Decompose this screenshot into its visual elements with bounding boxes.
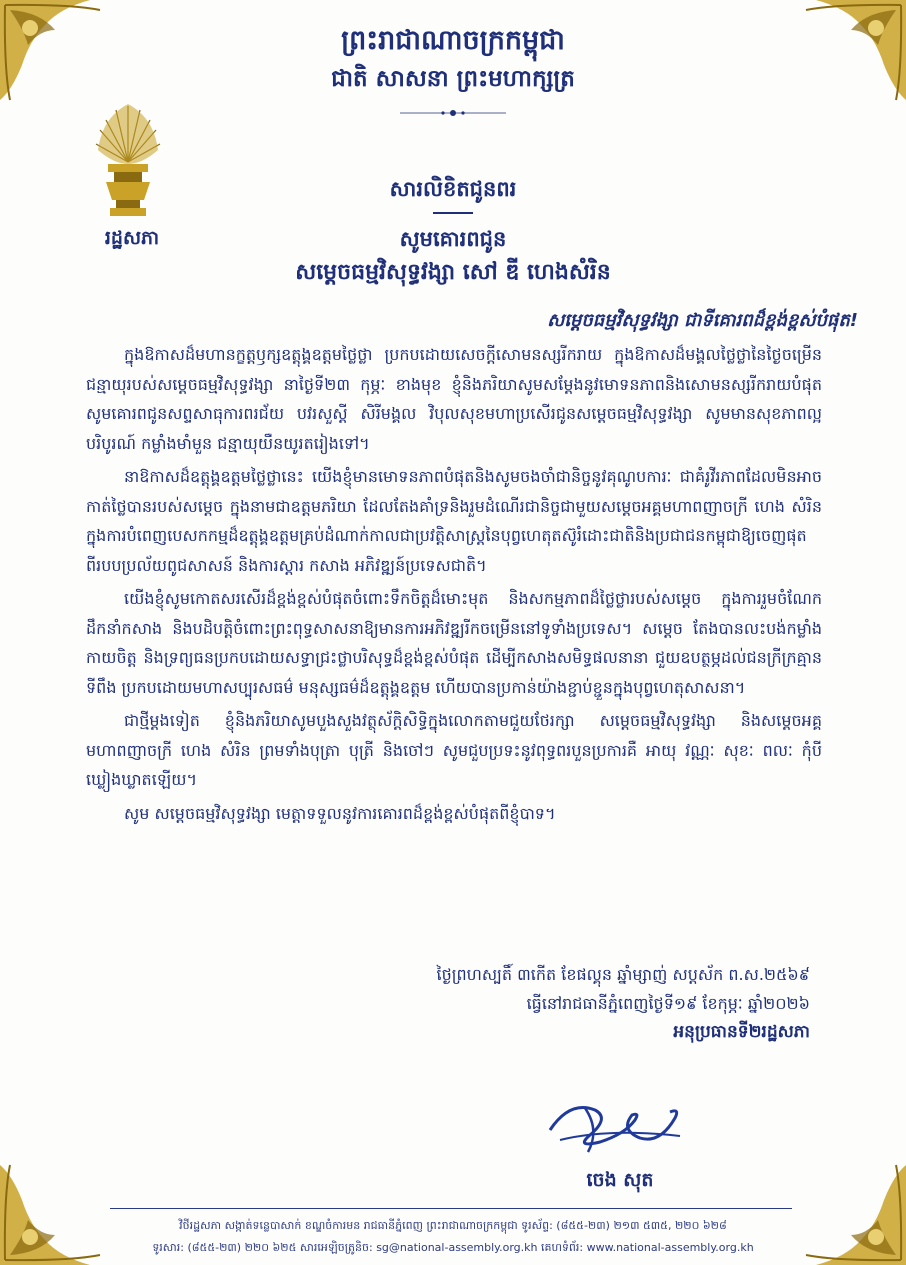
signature-icon	[540, 1090, 690, 1160]
signer-name: ចេង សុត	[586, 1169, 654, 1191]
lunar-date: ថ្ងៃព្រហស្បតិ៍ ៣កើត ខែផល្គុន ឆ្នាំម្សាញ់ សប្តស័ក ព.ស.២៥៦៩	[436, 965, 810, 984]
document-title: សារលិខិតជូនពរ	[389, 177, 517, 201]
body-paragraph: យើងខ្ញុំសូមកោតសរសើរដ៏ខ្ពង់ខ្ពស់បំផុតចំពោះទឹកចិត្តដ៏មោះមុត និងសកម្មភាពដ៏ថ្លៃថ្លារបស់សម្ដេច ក្នុងការរួមចំណែកដឹកនាំកសាង និងបដិបត្តិចំពោះព្រះពុទ្ធសាសនាឱ្យមានការអភិវឌ្ឍរីកចម្រើននៅទូទាំងប្រទេស។ សម្ដេច តែងបានលះបង់កម្លាំងកាយចិត្ត និងទ្រព្យធនប្រកបដោយសទ្ធាជ្រះថ្លាបរិសុទ្ធដ៏ខ្ពង់ខ្ពស់បំផុត ដើម្បីកសាងសមិទ្ធផលនានា ជួយឧបត្ថម្ភដល់ជនក្រីក្រគ្មានទីពឹង ប្រកបដោយមហាសប្បុរសធម៌ មនុស្សធម៌ដ៏ឧត្តុង្គឧត្តម ហើយបានប្រកាន់យ៉ាងខ្ជាប់ខ្ជួនក្នុងបុព្វហេតុសាសនា។	[86, 589, 822, 697]
footer-contacts: ទូរសារ: (៨៥៥-២៣) ២២០ ៦២៥ សារអេឡិចត្រូនិច: sg@national-assembly.org.kh គេហទំព័រ: www.national-assembly.org.kh	[152, 1241, 754, 1254]
body-paragraph: សូម សម្ដេចធម្មវិសុទ្ធវង្សា មេត្តាទទួលនូវការគោរពដ៏ខ្ពង់ខ្ពស់បំផុតពីខ្ញុំបាទ។	[124, 803, 556, 823]
place-and-date: ធ្វើនៅរាជធានីភ្នំពេញថ្ងៃទី១៩ ខែកុម្ភៈ ឆ្នាំ២០២៦	[526, 994, 810, 1013]
closing-block	[300, 960, 810, 1047]
body-paragraph: នាឱកាសដ៏ឧត្តុង្គឧត្តមថ្លៃថ្លានេះ យើងខ្ញុំមានមោទនភាពបំផុតនិងសូមចងចាំជានិច្ចនូវគុណូបការៈ ជាគំរូវីរភាពដែលមិនអាចកាត់ថ្លៃបានរបស់សម្ដេច ក្នុងនាមជាឧត្តមភរិយា ដែលតែងគាំទ្រនិងរួមដំណើរជានិច្ចជាមួយសម្ដេចអគ្គមហាពញាចក្រី ហេង សំរិន ក្នុងការបំពេញបេសកកម្មដ៏ឧត្តុង្គឧត្តមគ្រប់ដំណាក់កាលជាប្រវត្តិសាស្ត្រនៃបុព្វហេតុតស៊ូរំដោះជាតិនិងប្រជាជនកម្ពុជាឱ្យចេញផុតពីរបបប្រល័យពូជសាសន៍ និងការស្ដារ កសាង អភិវឌ្ឍន៍ប្រទេសជាតិ។	[86, 467, 822, 575]
letter-body	[86, 340, 822, 832]
body-paragraph: ជាថ្មីម្ដងទៀត ខ្ញុំនិងភរិយាសូមបួងសួងវត្ថុស័ក្ដិសិទ្ធិក្នុងលោកតាមជួយថែរក្សា សម្ដេចធម្មវិសុទ្ធវង្សា និងសម្ដេចអគ្គមហាពញាចក្រី ហេង សំរិន ព្រមទាំងបុត្រា បុត្រី និងចៅៗ សូមជួបប្រទះនូវពុទ្ធពរបួនប្រការគឺ អាយុ វណ្ណៈ សុខៈ ពលៈ កុំបីឃ្លៀងឃ្លាតឡើយ។	[86, 711, 822, 789]
footer-address: វិថីរដ្ឋសភា សង្កាត់ទន្លេបាសាក់ ខណ្ឌចំការមន រាជធានីភ្នំពេញ ព្រះរាជាណាចក្រកម្ពុជា ទូរស័ព្ទ: (៨៥៥-២៣) ២១៣ ៥៣៥, ២២០ ៦២៨	[179, 1219, 727, 1232]
addressee-line-1: សូមគោរពជូន	[399, 227, 507, 251]
kingdom-heading: ព្រះរាជាណាចក្រកម្ពុជា	[341, 25, 565, 56]
footer-divider	[110, 1208, 792, 1209]
national-motto: ជាតិ សាសនា ព្រះមហាក្សត្រ	[331, 65, 575, 92]
addressee-line-2: សម្ដេចធម្មវិសុទ្ធវង្សា សៅ ឌី ហេងសំរិន	[295, 260, 611, 285]
ornamental-divider	[398, 108, 508, 118]
signer-title: អនុប្រធានទី២រដ្ឋសភា	[673, 1022, 810, 1042]
title-underline	[433, 212, 473, 214]
assembly-label: រដ្ឋសភា	[104, 227, 160, 249]
body-paragraph: ក្នុងឱកាសដ៏មហានក្ខត្តឫក្សឧត្តុង្គឧត្តមថ្លៃថ្លា ប្រកបដោយសេចក្ដីសោមនស្សរីករាយ ក្នុងឱកាសដ៏មង្គលថ្លៃថ្លានៃថ្ងៃចម្រើនជន្មាយុរបស់សម្ដេចធម្មវិសុទ្ធវង្សា នាថ្ងៃទី២៣ កុម្ភៈ ខាងមុខ ខ្ញុំនិងភរិយាសូមសម្ដែងនូវមោទនភាពនិងសោមនស្សរីករាយបំផុត សូមគោរពជូនសព្ទសាធុការពរជ័យ បវរសួស្ដី សិរីមង្គល វិបុលសុខមហាប្រសើរជូនសម្ដេចធម្មវិសុទ្ធវង្សា សូមមានសុខភាពល្អបរិបូរណ៍ កម្លាំងមាំមួន ជន្មាយុយឺនយូរតរៀងទៅ។	[86, 345, 822, 453]
salutation: សម្ដេចធម្មវិសុទ្ធវង្សា ជាទីគោរពដ៏ខ្ពង់ខ្ពស់បំផុត!	[547, 310, 858, 331]
